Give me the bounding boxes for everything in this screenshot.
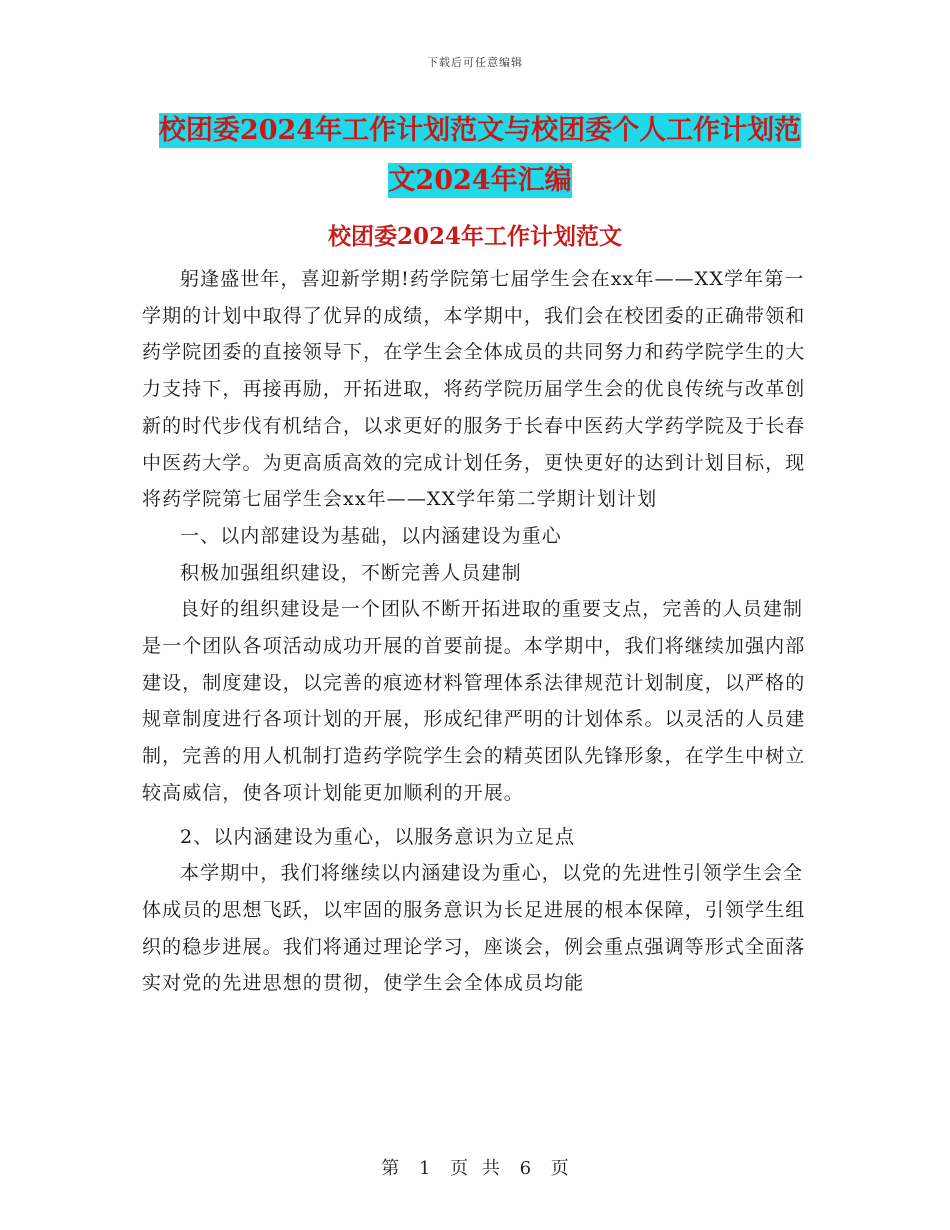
page-label-suffix: 页 bbox=[550, 1158, 569, 1179]
paragraph-heading-1: 一、以内部建设为基础，以内涵建设为重心 bbox=[180, 524, 562, 547]
section-title: 校团委2024年工作计划范文 bbox=[327, 223, 622, 250]
document-title-line2: 文2024年汇编 bbox=[388, 165, 572, 196]
page-footer bbox=[0, 1154, 950, 1180]
document-title bbox=[140, 106, 820, 206]
document-title-line1: 校团委2024年工作计划范文与校团委个人工作计划范 bbox=[158, 115, 802, 146]
page-current-number: 1 bbox=[418, 1158, 431, 1179]
page-label-prefix: 第 bbox=[381, 1158, 400, 1179]
paragraph-connotation: 本学期中，我们将继续以内涵建设为重心，以党的先进性引领学生会全体成员的思想飞跃，以牢固的服务意识为长足进展的根本保障，引领学生组织的稳步进展。我们将通过理论学习，座谈会，例会重点强调等形式全面落实对党的先进思想的贯彻，使学生会全体成员均能 bbox=[142, 862, 806, 995]
page-label-mid: 页 共 bbox=[450, 1158, 500, 1179]
document-body bbox=[142, 261, 808, 1002]
page-total-number: 6 bbox=[519, 1158, 532, 1179]
paragraph-heading-2: 2、以内涵建设为重心，以服务意识为立足点 bbox=[180, 825, 576, 848]
paragraph-organization: 良好的组织建设是一个团队不断开拓进取的重要支点，完善的人员建制是一个团队各项活动成功开展的首要前提。本学期中，我们将继续加强内部建设，制度建设，以完善的痕迹材料管理体系法律规范计划制度，以严格的规章制度进行各项计划的开展，形成纪律严明的计划体系。以灵活的人员建制，完善的用人机制打造药学院学生会的精英团队先锋形象，在学生中树立较高威信，使各项计划能更加顺利的开展。 bbox=[142, 598, 806, 804]
paragraph-subheading-1: 积极加强组织建设，不断完善人员建制 bbox=[180, 561, 522, 584]
page-header-note: 下载后可任意编辑 bbox=[427, 56, 523, 69]
paragraph-intro: 躬逢盛世年，喜迎新学期!药学院第七届学生会在xx年——XX学年第一学期的计划中取得了优异的成绩，本学期中，我们会在校团委的正确带领和药学院团委的直接领导下，在学生会全体成员的共同努力和药学院学生的大力支持下，再接再励，开拓进取，将药学院历届学生会的优良传统与改革创新的时代步伐有机结合，以求更好的服务于长春中医药大学药学院及于长春中医药大学。为更高质高效的完成计划任务，更快更好的达到计划目标，现将药学院第七届学生会xx年——XX学年第二学期计划计划 bbox=[142, 268, 806, 511]
